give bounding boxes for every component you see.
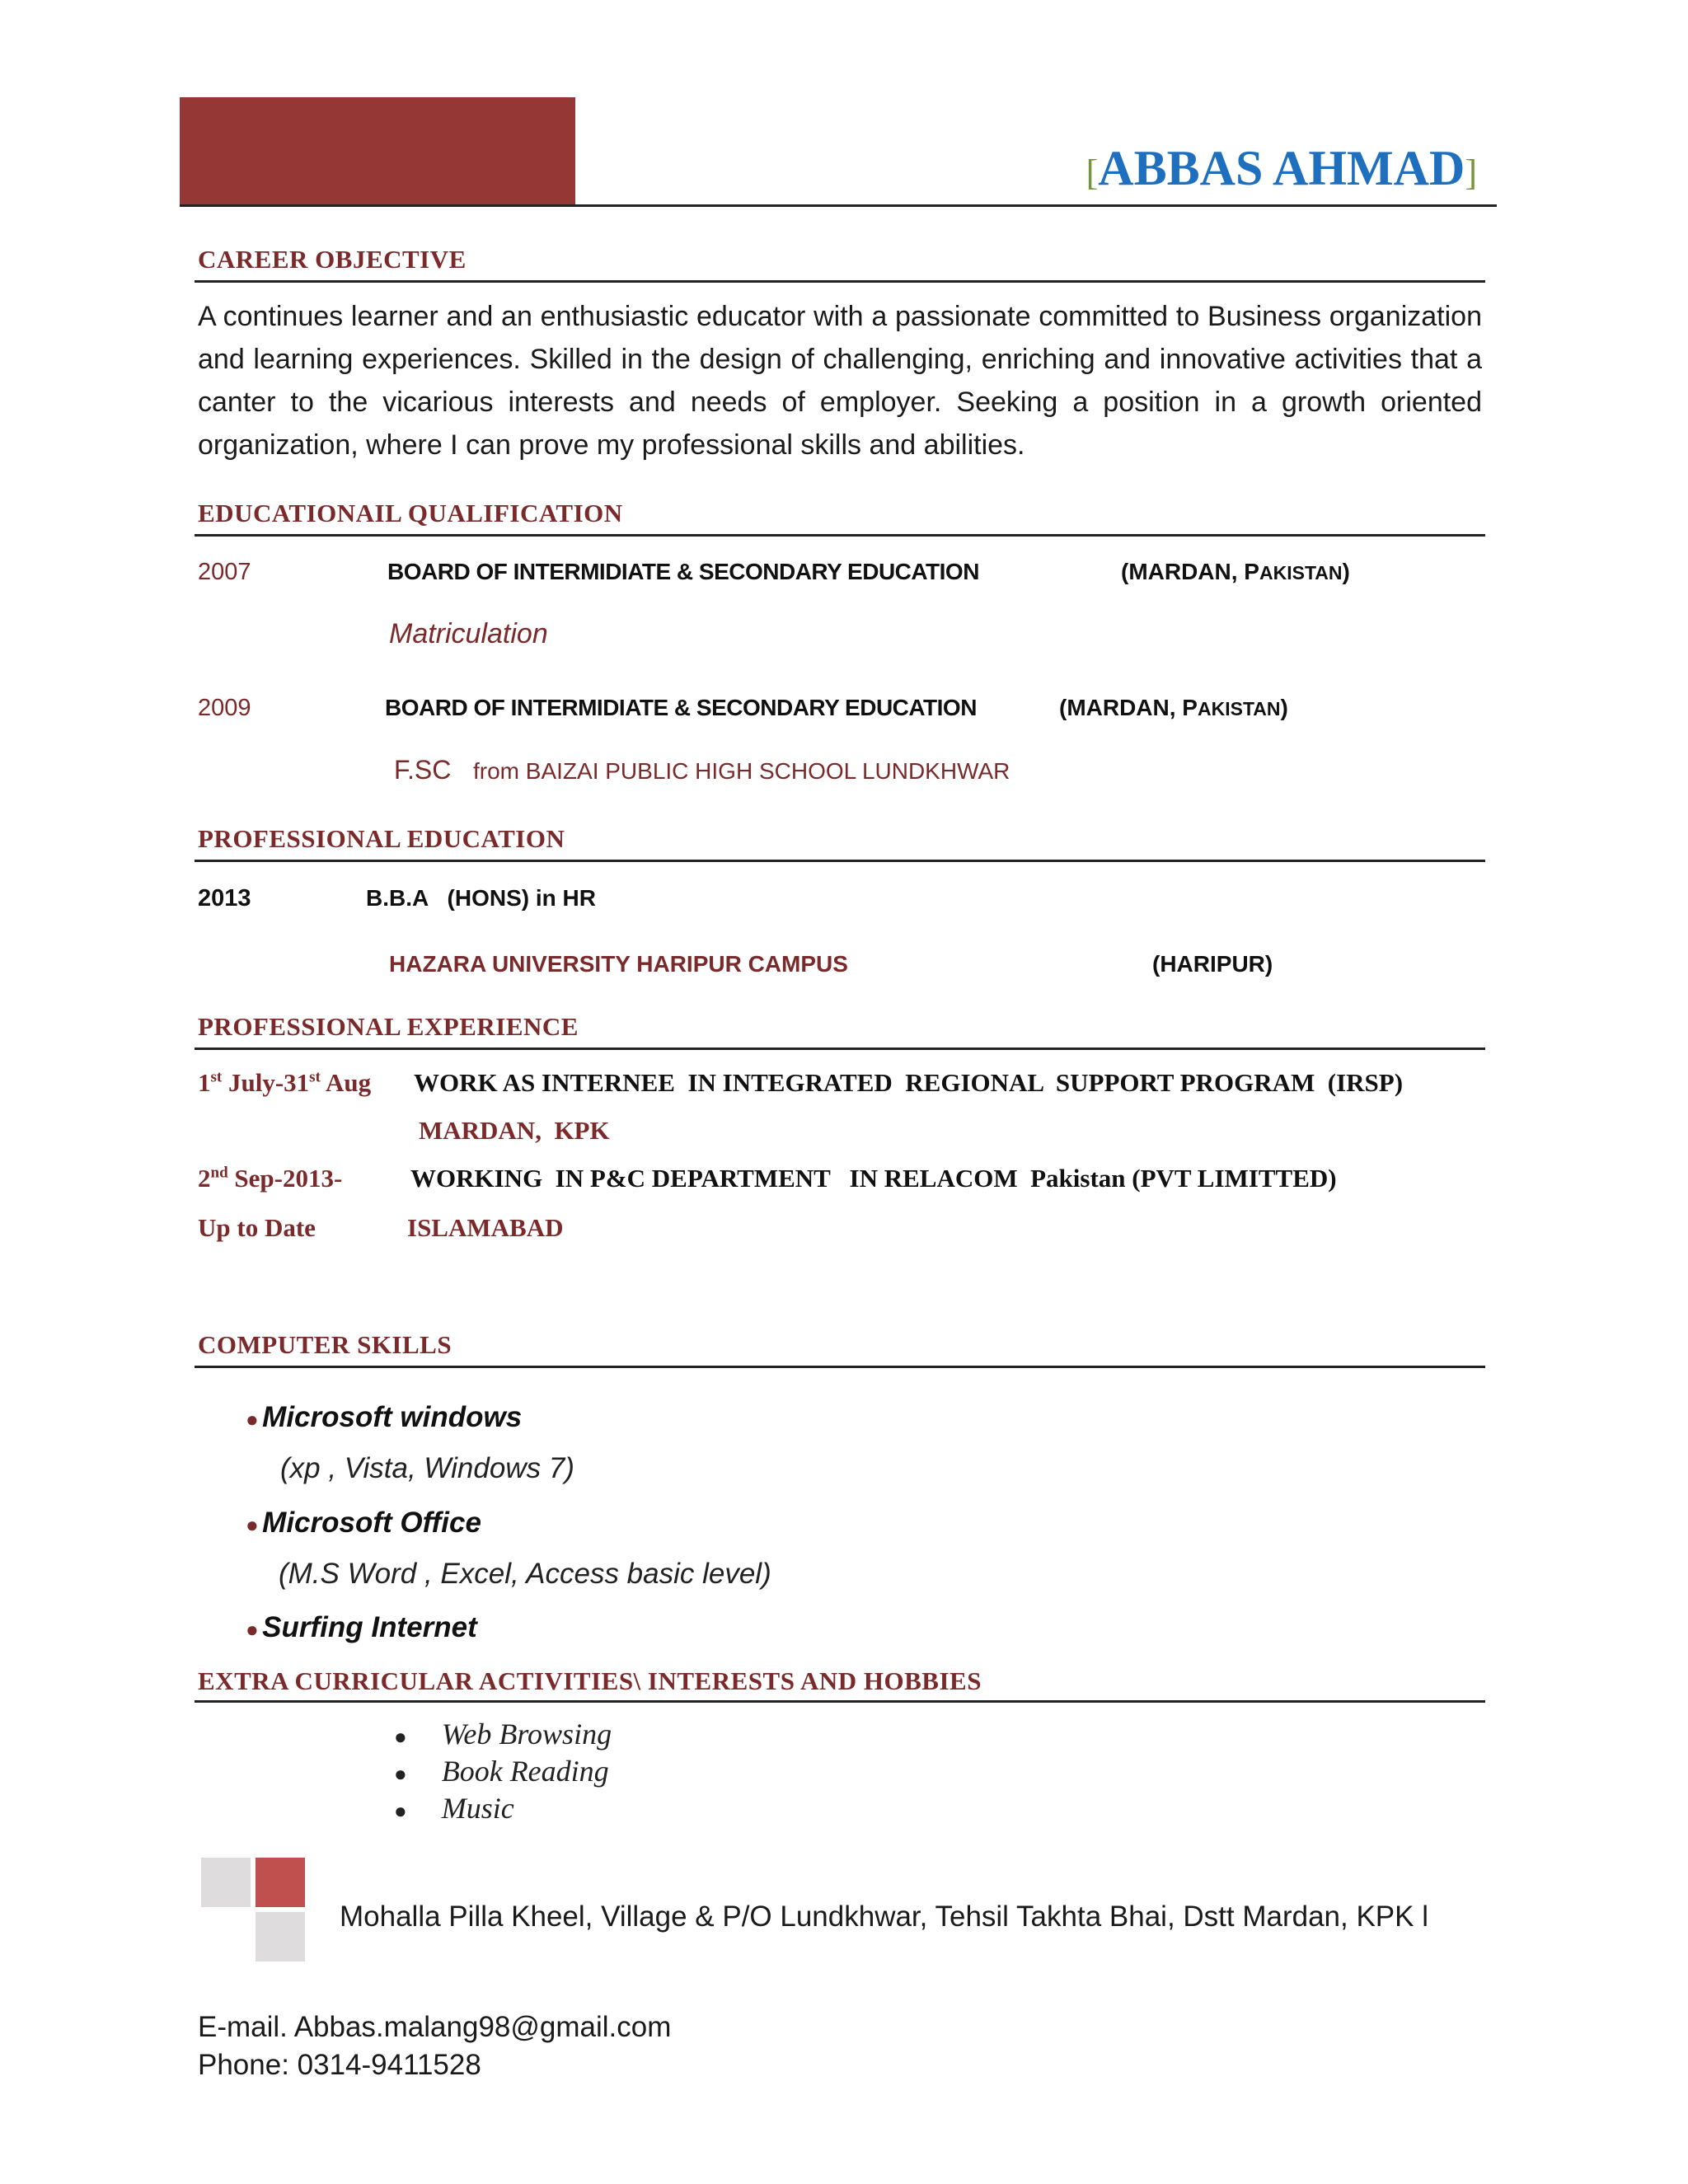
experience-date: 2nd Sep-2013- [198, 1164, 343, 1193]
pro-edu-location: (HARIPUR) [1152, 951, 1273, 977]
decorative-square [256, 1858, 305, 1907]
edu-school: from BAIZAI PUBLIC HIGH SCHOOL LUNDKHWAR [473, 758, 1010, 784]
pro-edu-degree: B.B.A (HONS) in HR [366, 885, 596, 911]
candidate-name: [ABBAS AHMAD] [1085, 141, 1477, 195]
bullet-icon: ● [394, 1761, 407, 1786]
experience-role: WORKING IN P&C DEPARTMENT IN RELACOM Pakistan (PVT LIMITTED) [410, 1164, 1337, 1193]
edu-board: BOARD OF INTERMIDIATE & SECONDARY EDUCATION [387, 559, 979, 584]
skill-detail: (xp , Vista, Windows 7) [280, 1452, 574, 1484]
bullet-icon: ● [246, 1617, 259, 1642]
section-title-extra-curricular: EXTRA CURRICULAR ACTIVITIES\ INTERESTS AND HOBBIES [198, 1666, 982, 1695]
contact-address: Mohalla Pilla Kheel, Village & P/O Lundkhwar, Tehsil Takhta Bhai, Dstt Mardan, KPK l [340, 1900, 1428, 1933]
contact-phone: Phone: 0314-9411528 [198, 2049, 481, 2081]
decorative-square [201, 1858, 251, 1907]
section-title-computer-skills: COMPUTER SKILLS [198, 1330, 452, 1359]
section-rule [195, 1366, 1485, 1368]
experience-place: ISLAMABAD [407, 1213, 564, 1242]
edu-year: 2009 [198, 695, 251, 721]
section-rule [195, 1700, 1485, 1703]
skill-item: ● Microsoft Office [246, 1507, 481, 1539]
skill-item: ● Microsoft windows [246, 1401, 523, 1433]
bullet-icon: ● [246, 1407, 259, 1432]
hobby-item: ● Web Browsing [394, 1718, 612, 1750]
edu-degree: Matriculation [389, 618, 548, 649]
hobby-item: ● Book Reading [394, 1755, 609, 1788]
pro-edu-year: 2013 [198, 885, 251, 912]
edu-degree: F.SC [394, 755, 452, 785]
section-rule [195, 1047, 1485, 1050]
section-title-education: EDUCATIONAIL QUALIFICATION [198, 499, 623, 527]
header-rule [180, 204, 1497, 207]
section-rule [195, 280, 1485, 283]
edu-board: BOARD OF INTERMIDIATE & SECONDARY EDUCATION [385, 695, 977, 720]
section-title-professional-education: PROFESSIONAL EDUCATION [198, 824, 565, 853]
bullet-icon: ● [246, 1512, 259, 1537]
section-rule [195, 860, 1485, 862]
experience-date-line2: Up to Date [198, 1213, 316, 1242]
skill-detail: (M.S Word , Excel, Access basic level) [279, 1558, 771, 1590]
contact-email: E-mail. Abbas.malang98@gmail.com [198, 2011, 672, 2043]
pro-edu-university: HAZARA UNIVERSITY HARIPUR CAMPUS [389, 951, 848, 977]
edu-location: (MARDAN, PAKISTAN) [1059, 695, 1288, 720]
section-title-career-objective: CAREER OBJECTIVE [198, 245, 467, 274]
edu-location: (MARDAN, PAKISTAN) [1121, 559, 1350, 584]
experience-role: WORK AS INTERNEE IN INTEGRATED REGIONAL SUPPORT PROGRAM (IRSP) [414, 1068, 1404, 1097]
header-color-block [180, 97, 575, 204]
bullet-icon: ● [394, 1798, 407, 1823]
decorative-square [256, 1912, 305, 1961]
career-objective-text: A continues learner and an enthusiastic educator with a passionate committed to Business organization and learning experiences. Skilled in the design of challenging, enriching and innovative activities that a canter to the vicarious interests and needs of employer. Seeking a position in a growth oriented organization, where I can prove my professional skills and abilities. [198, 301, 1482, 461]
edu-year: 2007 [198, 559, 251, 585]
section-title-experience: PROFESSIONAL EXPERIENCE [198, 1012, 579, 1041]
experience-date: 1st July-31st Aug [198, 1068, 372, 1097]
bullet-icon: ● [394, 1724, 407, 1749]
hobby-item: ● Music [394, 1792, 514, 1825]
experience-place: MARDAN, KPK [419, 1116, 610, 1145]
section-rule [195, 534, 1485, 537]
skill-item: ● Surfing Internet [246, 1611, 477, 1643]
